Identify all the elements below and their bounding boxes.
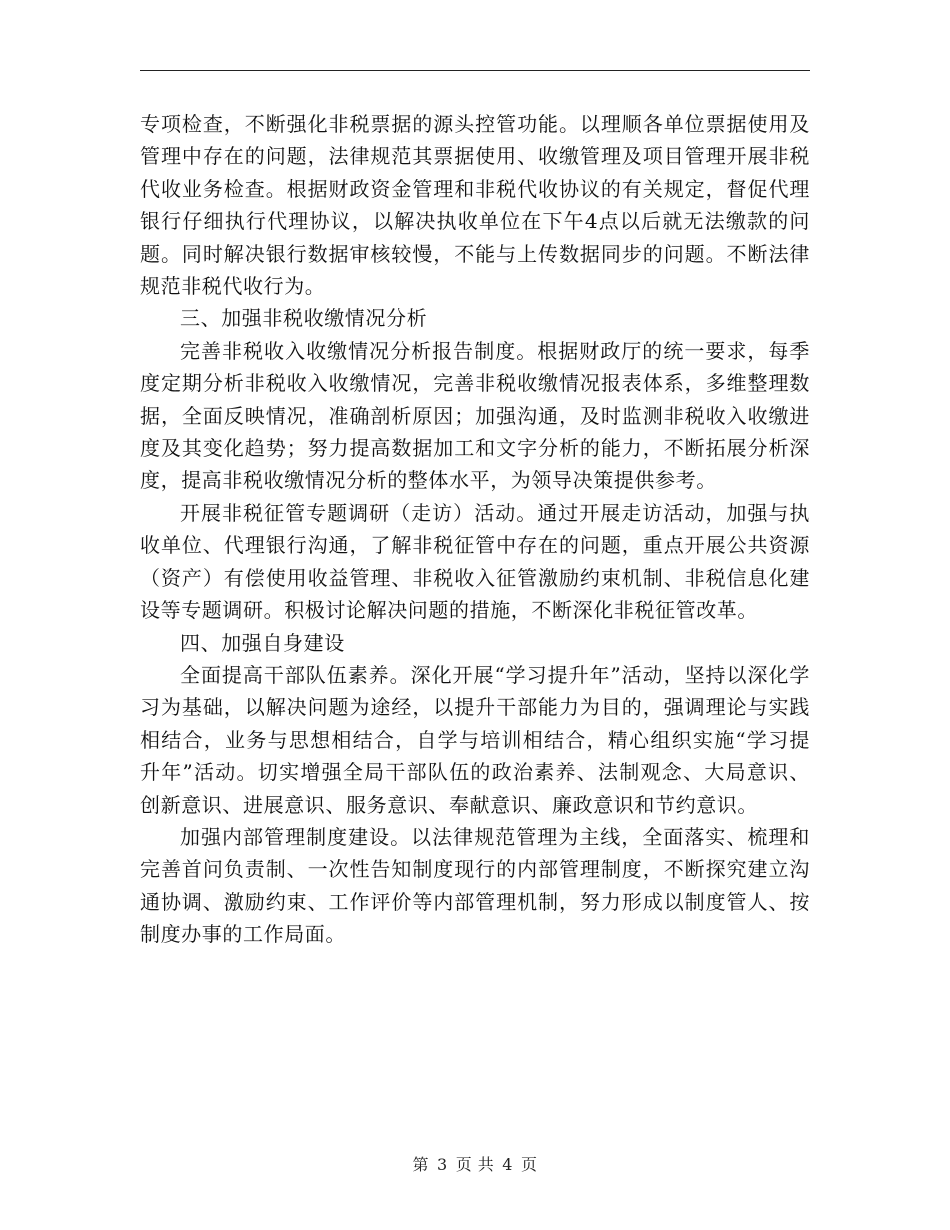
paragraph-staff-quality: 全面提高干部队伍素养。深化开展“学习提升年”活动，坚持以深化学习为基础，以解决问题为途经，以提升干部能力为目的，强调理论与实践相结合，业务与思想相结合，自学与培训相结合，精心组织实施“学习提升年”活动。切实增强全局干部队伍的政治素养、法制观念、大局意识、创新意识、进展意识、服务意识、奉献意识、廉政意识和节约意识。 — [140, 662, 810, 817]
paragraph-internal-management: 加强内部管理制度建设。以法律规范管理为主线，全面落实、梳理和完善首问负责制、一次性告知制度现行的内部管理制度，不断探究建立沟通协调、激励约束、工作评价等内部管理机制，努力形成以制度管人、按制度办事的工作局面。 — [140, 824, 810, 947]
section-heading-four: 四、加强自身建设 — [180, 630, 345, 655]
paragraph-continued: 专项检查，不断强化非税票据的源头控管功能。以理顺各单位票据使用及管理中存在的问题，法律规范其票据使用、收缴管理及项目管理开展非税代收业务检查。根据财政资金管理和非税代收协议的有关规定，督促代理银行仔细执行代理协议，以解决执收单位在下午4点以后就无法缴款的问题。同时解决银行数据审核较慢，不能与上传数据同步的问题。不断法律规范非税代收行为。 — [140, 112, 810, 299]
footer-total-pages: 4 — [502, 1155, 513, 1174]
header-rule — [140, 70, 810, 71]
footer-prefix: 第 — [412, 1155, 430, 1174]
paragraph-analysis-report: 完善非税收入收缴情况分析报告制度。根据财政厅的统一要求，每季度定期分析非税收入收缴情况，完善非税收缴情况报表体系，多维整理数据，全面反映情况，准确剖析原因；加强沟通，及时监测非税收入收缴进度及其变化趋势；努力提高数据加工和文字分析的能力，不断拓展分析深度，提高非税收缴情况分析的整体水平，为领导决策提供参考。 — [140, 338, 810, 493]
footer-page-number: 3 — [437, 1155, 448, 1174]
section-heading-three: 三、加强非税收缴情况分析 — [180, 306, 428, 331]
paragraph-research-visit: 开展非税征管专题调研（走访）活动。通过开展走访活动，加强与执收单位、代理银行沟通，了解非税征管中存在的问题，重点开展公共资源（资产）有偿使用收益管理、非税收入征管激励约束机制、非税信息化建设等专题调研。积极讨论解决问题的措施，不断深化非税征管改革。 — [140, 500, 810, 623]
page-footer — [0, 1152, 950, 1175]
document-body — [140, 108, 810, 951]
footer-suffix: 页 — [520, 1155, 538, 1174]
footer-middle: 页 共 — [455, 1155, 495, 1174]
